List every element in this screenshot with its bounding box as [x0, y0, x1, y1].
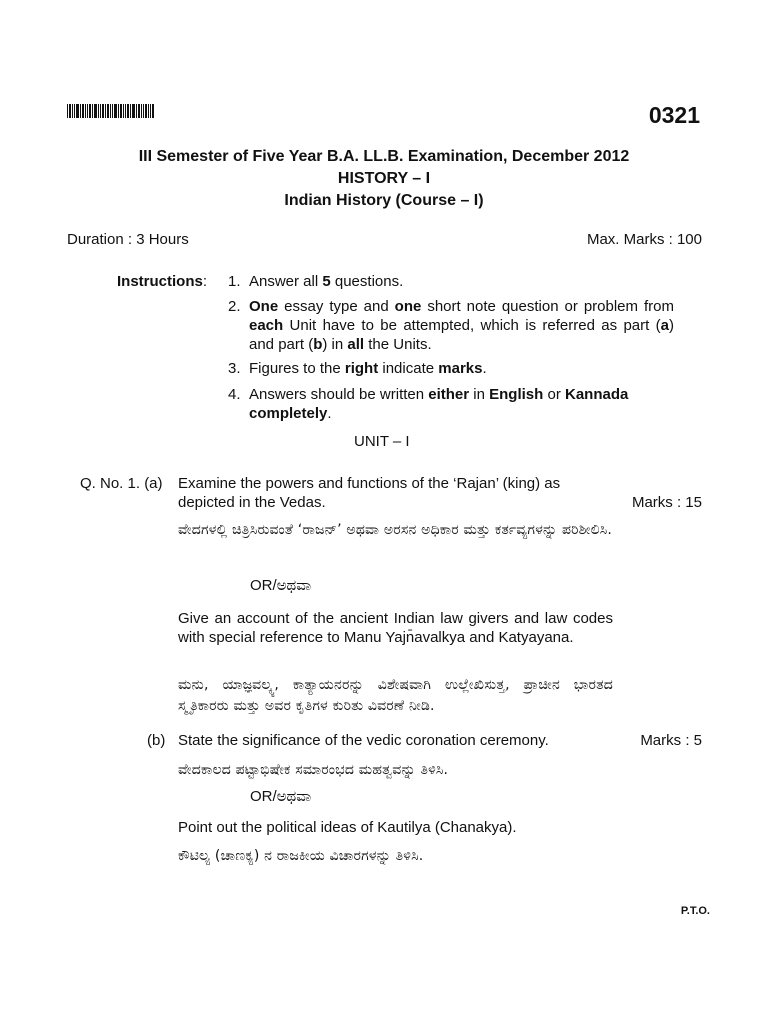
subject-title: HISTORY – I — [337, 170, 431, 187]
question-1b-kannada: ವೇದಕಾಲದ ಪಟ್ಟಾಭಿಷೇಕ ಸಮಾರಂಭದ ಮಹತ್ವವನ್ನು ತಿಳಿಸಿ. — [178, 762, 449, 778]
or-separator: OR/ಅಥವಾ — [250, 788, 312, 805]
duration: Duration : 3 Hours — [67, 231, 189, 248]
barcode — [67, 104, 154, 118]
question-1a-alt-english: Give an account of the ancient Indian law givers and law codes with special reference to Manu Yajn̄avalkya and Katyayana. — [178, 610, 613, 646]
question-1a-kannada: ವೇದಗಳಲ್ಲಿ ಚಿತ್ರಿಸಿರುವಂತೆ ‘ರಾಜನ್’ ಅಥವಾ ಅರಸನ ಅಧಿಕಾರ ಮತ್ತು ಕರ್ತವ್ಯಗಳನ್ನು ಪರಿಶೀಲಿಸಿ. — [178, 522, 613, 538]
max-marks: Max. Marks : 100 — [586, 231, 702, 248]
question-label: Q. No. 1. (a) — [80, 475, 163, 492]
instruction-number: 2. — [228, 298, 241, 315]
or-separator: OR/ಅಥವಾ — [250, 577, 312, 594]
question-1a-english: Examine the powers and functions of the ‘Rajan’ (king) as depicted in the Vedas. — [178, 475, 561, 511]
instruction-3: Figures to the right indicate marks. — [249, 360, 487, 377]
instruction-number: 1. — [228, 273, 241, 290]
instruction-number: 3. — [228, 360, 241, 377]
question-1b-english: State the significance of the vedic coronation ceremony. — [178, 732, 549, 749]
course-title: Indian History (Course – I) — [284, 192, 484, 209]
marks-1b: Marks : 5 — [640, 732, 702, 749]
exam-title: III Semester of Five Year B.A. LL.B. Examination, December 2012 — [138, 148, 630, 165]
marks-1a: Marks : 15 — [631, 494, 702, 511]
instruction-4: Answers should be written either in English or Kannada completely. — [249, 386, 629, 422]
question-1a-alt-kannada: ಮನು, ಯಾಜ್ಞವಲ್ಕ್ಯ, ಕಾತ್ಯಾಯನರನ್ನು ವಿಶೇಷವಾಗಿ ಉಲ್ಲೇಖಿಸುತ್ತ, ಪ್ರಾಚೀನ ಭಾರತದ ಸ್ಮೃತಿಕಾರರು ಮತ್ತು ಅವರ ಕೃತಿಗಳ ಕುರಿತು ವಿವರಣೆ ನೀಡಿ. — [178, 677, 613, 714]
instruction-1: Answer all 5 questions. — [249, 273, 404, 290]
part-b-label: (b) — [147, 732, 166, 749]
instruction-2: One essay type and one short note question or problem from each Unit have to be attempted, which is referred as part (a) and part (b) in all the Units. — [249, 298, 674, 353]
instructions-label: Instructions: — [117, 273, 208, 290]
paper-code: 0321 — [648, 102, 700, 128]
page-turn-note: P.T.O. — [680, 905, 710, 917]
question-1b-alt-kannada: ಕೌಟಿಲ್ಯ (ಚಾಣಕ್ಯ) ನ ರಾಜಕೀಯ ವಿಚಾರಗಳನ್ನು ತಿಳಿಸಿ. — [178, 848, 424, 864]
unit-heading: UNIT – I — [354, 433, 410, 450]
question-1b-alt-english: Point out the political ideas of Kautilya (Chanakya). — [178, 819, 517, 836]
instruction-number: 4. — [228, 386, 241, 403]
